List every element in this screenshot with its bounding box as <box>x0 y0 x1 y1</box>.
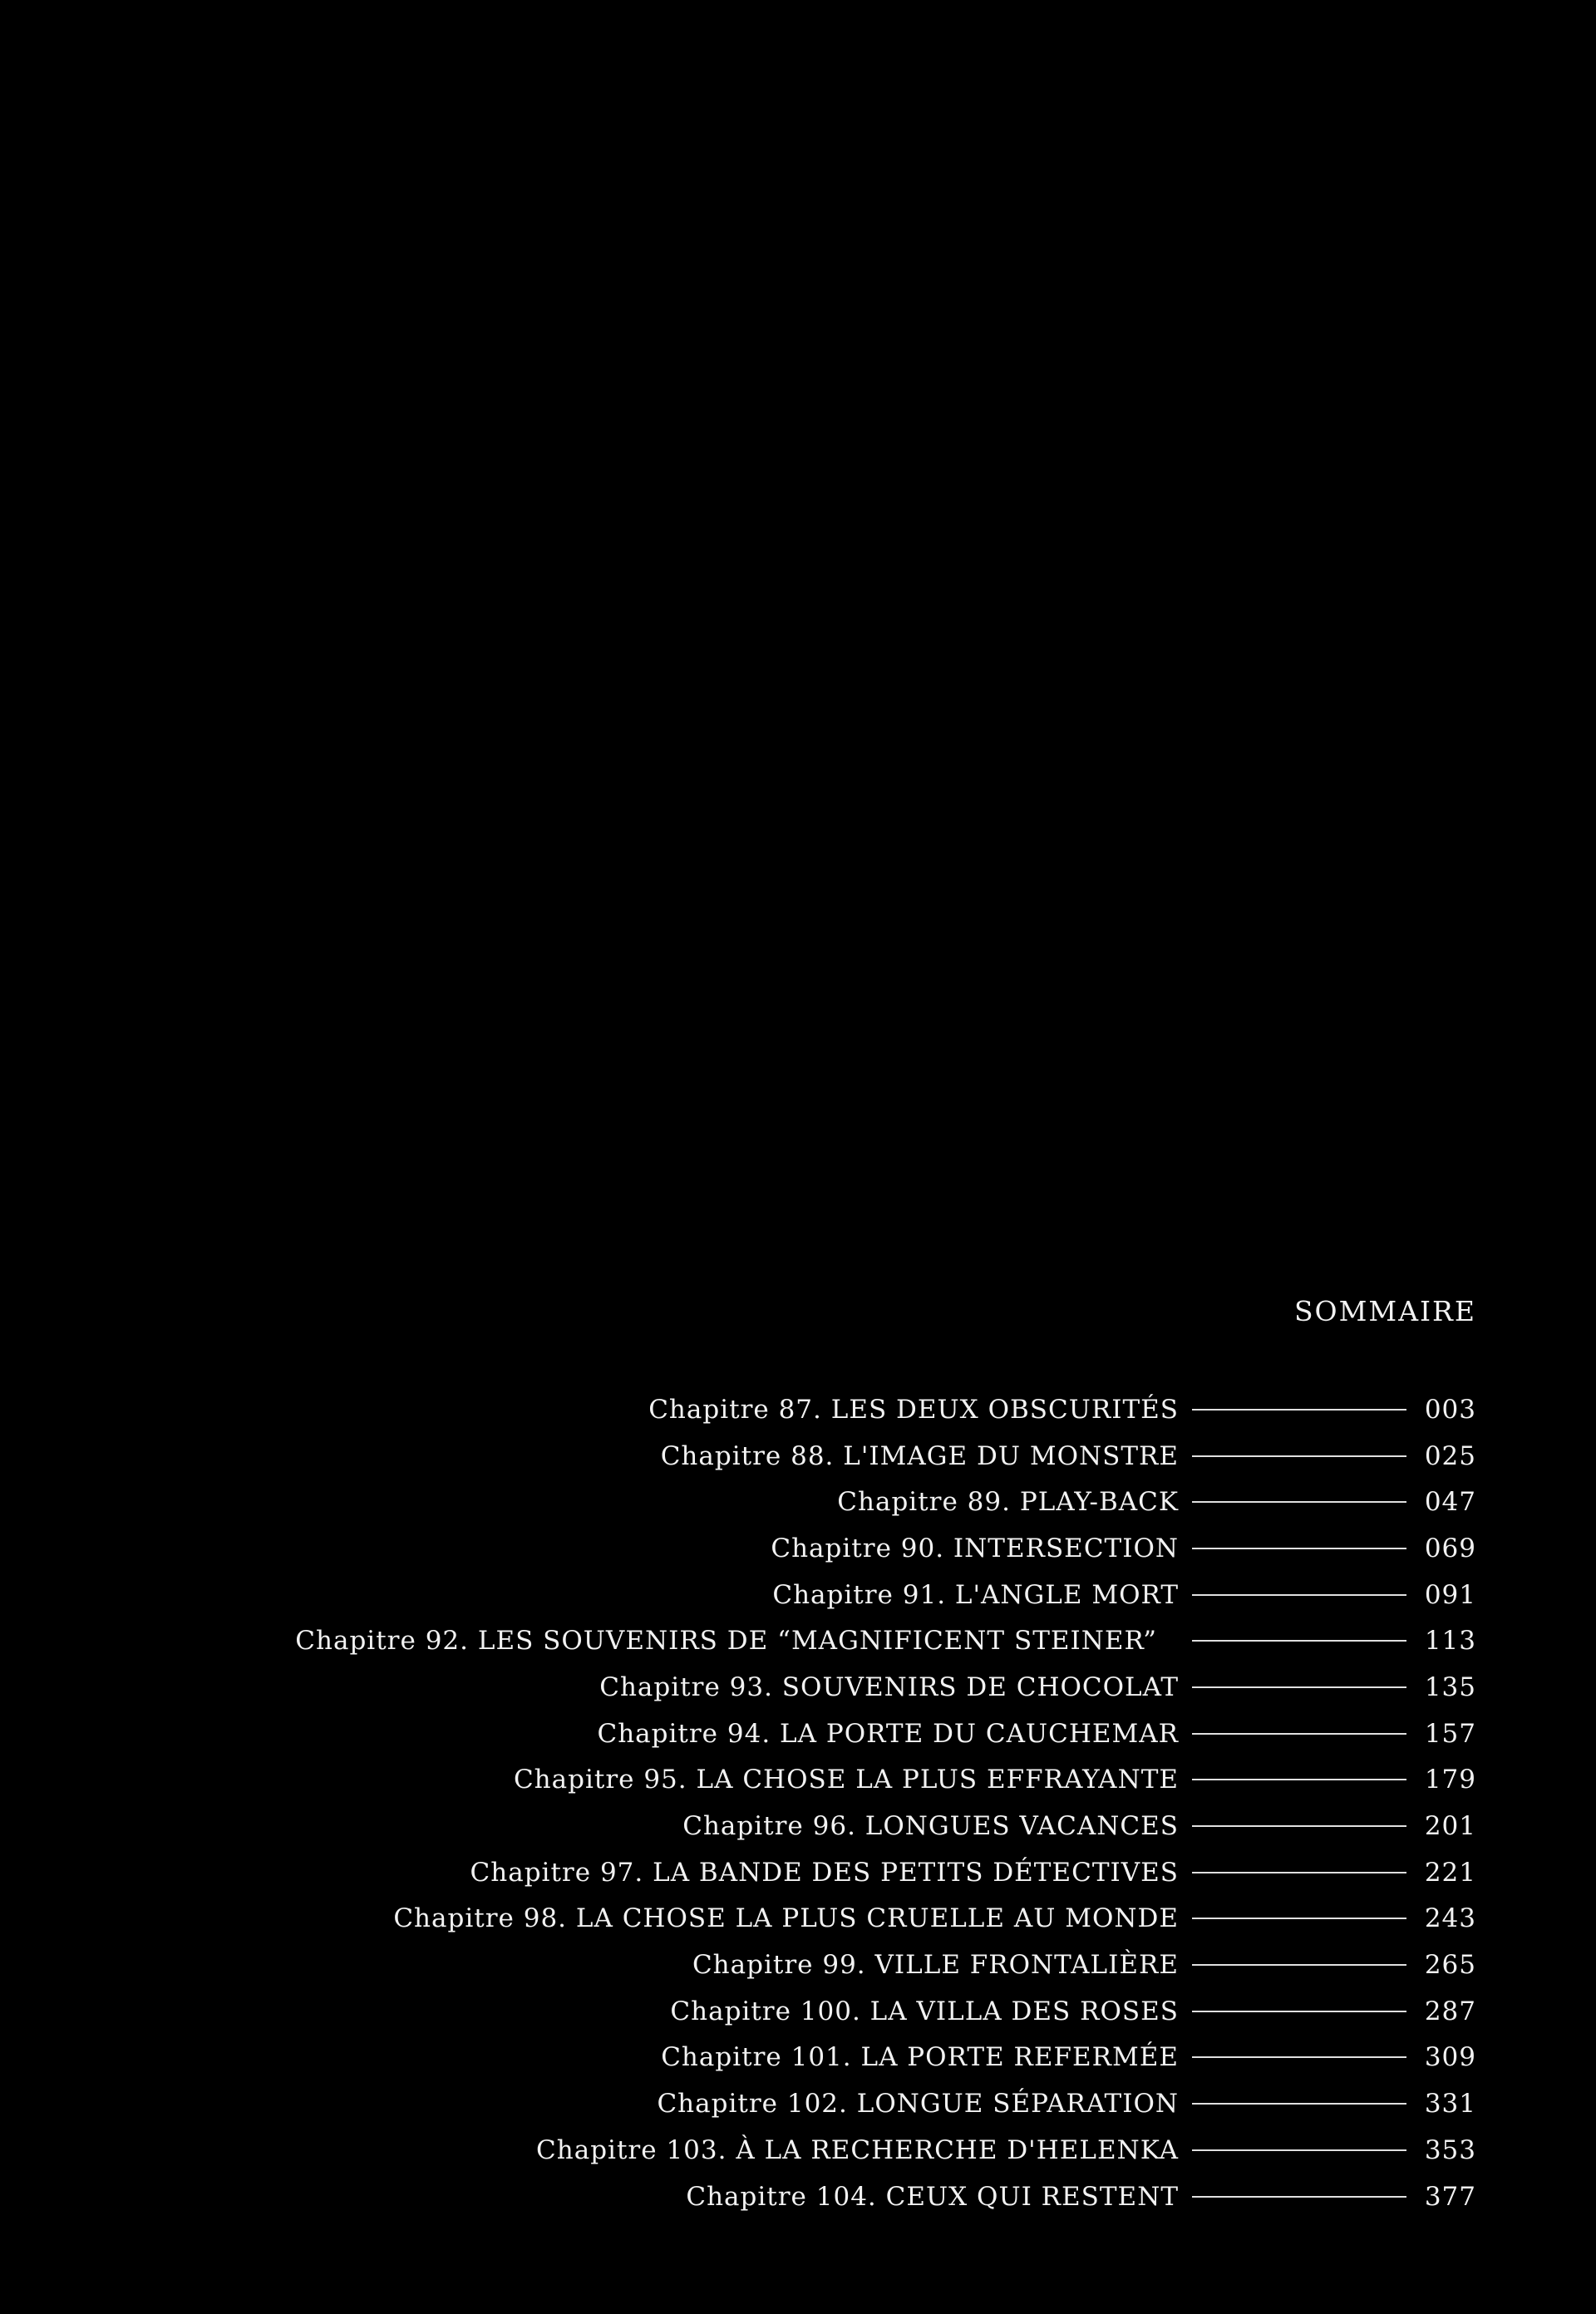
toc-entry-page: 377 <box>1424 2181 1476 2212</box>
toc-entry <box>146 2035 1476 2081</box>
toc-entry <box>146 1803 1476 1849</box>
toc-entry <box>146 1942 1476 1988</box>
toc-entry-label: Chapitre 103. À LA RECHERCHE D'HELENKA <box>536 2134 1179 2165</box>
toc-entry-label: Chapitre 93. SOUVENIRS DE CHOCOLAT <box>599 1671 1179 1702</box>
toc-entry <box>146 2080 1476 2127</box>
leader-line <box>1192 1964 1406 1966</box>
toc-entry <box>146 1386 1476 1433</box>
toc-entry-page: 265 <box>1424 1950 1476 1981</box>
toc-entry <box>146 1988 1476 2035</box>
leader-line <box>1192 1640 1406 1642</box>
toc-entry-page: 003 <box>1424 1394 1476 1425</box>
toc-entry <box>146 1757 1476 1804</box>
toc-entry-label: Chapitre 100. LA VILLA DES ROSES <box>670 1996 1179 2026</box>
toc-entry-page: 047 <box>1424 1487 1476 1518</box>
leader-line <box>1192 1825 1406 1827</box>
toc-entry <box>146 2174 1476 2220</box>
leader-line <box>1192 1686 1406 1688</box>
leader-line <box>1192 1779 1406 1780</box>
toc-entry-page: 113 <box>1424 1626 1476 1657</box>
toc-entry-page: 287 <box>1424 1996 1476 2026</box>
toc-entry <box>146 1711 1476 1757</box>
toc-entry-label: Chapitre 89. PLAY-BACK <box>837 1487 1179 1518</box>
toc-entry-label: Chapitre 101. LA PORTE REFERMÉE <box>661 2042 1179 2073</box>
toc-entry-page: 069 <box>1424 1533 1476 1563</box>
toc-entry <box>146 1849 1476 1896</box>
page-title: SOMMAIRE <box>1293 1295 1476 1327</box>
toc-entry-page: 091 <box>1424 1579 1476 1610</box>
toc-entry-label: Chapitre 102. LONGUE SÉPARATION <box>657 2089 1179 2120</box>
leader-line <box>1192 1594 1406 1596</box>
toc-entry-page: 221 <box>1424 1857 1476 1888</box>
toc-entry <box>146 1525 1476 1572</box>
toc-entry-label: Chapitre 87. LES DEUX OBSCURITÉS <box>648 1394 1179 1425</box>
toc-entry-label: Chapitre 104. CEUX QUI RESTENT <box>686 2181 1179 2212</box>
toc-entry <box>146 1572 1476 1618</box>
leader-line <box>1192 2196 1406 2198</box>
toc-entry-label: Chapitre 96. LONGUES VACANCES <box>682 1811 1179 1842</box>
toc-entry-page: 353 <box>1424 2134 1476 2165</box>
leader-line <box>1192 1548 1406 1549</box>
toc-entry <box>146 1617 1476 1664</box>
toc-entry-page: 157 <box>1424 1718 1476 1749</box>
toc-entry-label: Chapitre 92. LES SOUVENIRS DE “MAGNIFICENT STEINER” <box>295 1626 1157 1657</box>
toc-entry-label: Chapitre 97. LA BANDE DES PETITS DÉTECTIVES <box>470 1857 1179 1888</box>
toc-entry-label: Chapitre 91. L'ANGLE MORT <box>772 1579 1179 1610</box>
toc-entry <box>146 1664 1476 1711</box>
toc-entry-label: Chapitre 99. VILLE FRONTALIÈRE <box>692 1950 1179 1981</box>
toc-entry-page: 179 <box>1424 1765 1476 1795</box>
toc-entry-page: 025 <box>1424 1440 1476 1471</box>
toc-entry-page: 135 <box>1424 1671 1476 1702</box>
toc-entry-page: 331 <box>1424 2089 1476 2120</box>
toc-entry <box>146 1479 1476 1525</box>
leader-line <box>1192 2149 1406 2151</box>
leader-line <box>1192 1872 1406 1873</box>
toc-entry-label: Chapitre 95. LA CHOSE LA PLUS EFFRAYANTE <box>513 1765 1179 1795</box>
toc-entry <box>146 1433 1476 1479</box>
toc-entry <box>146 1896 1476 1942</box>
toc-entry-label: Chapitre 90. INTERSECTION <box>771 1533 1179 1563</box>
leader-line <box>1192 2103 1406 2105</box>
toc-entry-label: Chapitre 94. LA PORTE DU CAUCHEMAR <box>597 1718 1179 1749</box>
toc-entry-label: Chapitre 88. L'IMAGE DU MONSTRE <box>660 1440 1179 1471</box>
leader-line <box>1192 1918 1406 1919</box>
leader-line <box>1192 1455 1406 1457</box>
toc-entry-page: 309 <box>1424 2042 1476 2073</box>
table-of-contents <box>146 1386 1476 2219</box>
leader-line <box>1192 1501 1406 1503</box>
toc-entry-page: 201 <box>1424 1811 1476 1842</box>
leader-line <box>1192 2056 1406 2058</box>
leader-line <box>1192 2011 1406 2012</box>
toc-entry-label: Chapitre 98. LA CHOSE LA PLUS CRUELLE AU MONDE <box>393 1903 1179 1934</box>
leader-line <box>1192 1733 1406 1735</box>
toc-entry <box>146 2127 1476 2174</box>
leader-line <box>1192 1409 1406 1411</box>
toc-entry-page: 243 <box>1424 1903 1476 1934</box>
